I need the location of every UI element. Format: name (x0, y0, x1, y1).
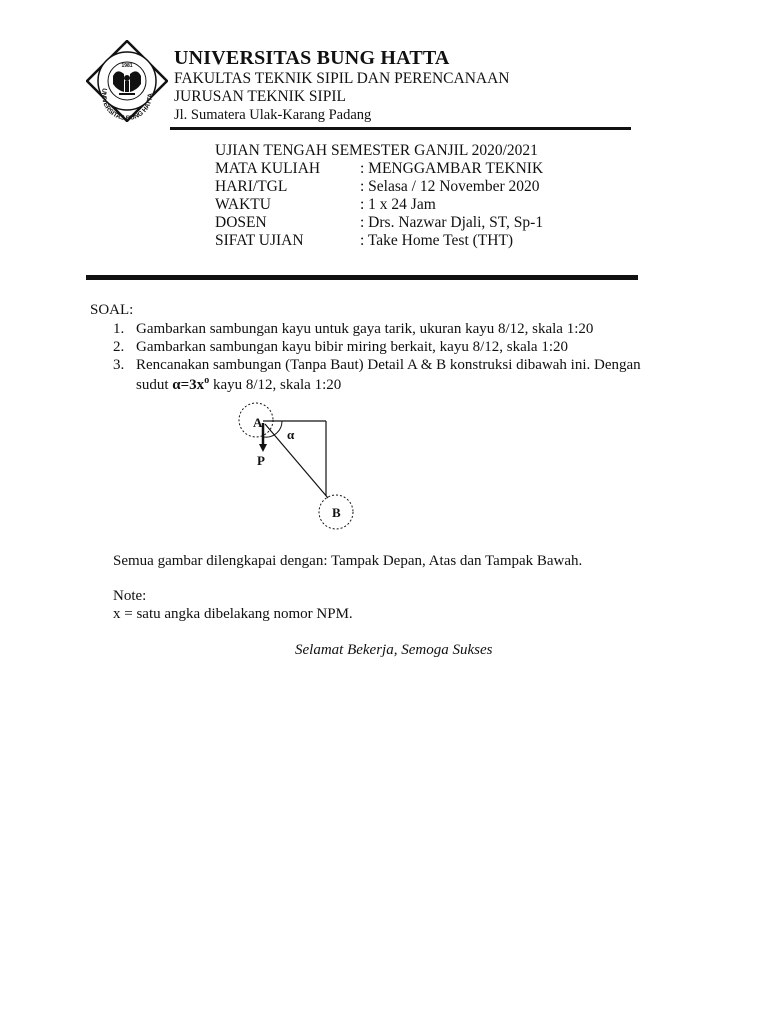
department-name: JURUSAN TEKNIK SIPIL (174, 88, 346, 105)
info-value: : Take Home Test (THT) (360, 232, 514, 249)
questions-heading: SOAL: (90, 302, 134, 318)
exam-title: UJIAN TENGAH SEMESTER GANJIL 2020/2021 (215, 142, 538, 159)
label-a: A (253, 415, 263, 430)
angle-prefix: sudut (136, 377, 173, 393)
question-text-continued (136, 375, 341, 394)
info-value: : MENGGAMBAR TEKNIK (360, 160, 544, 177)
logo-year: 1981 (121, 63, 133, 69)
question-text: Rencanakan sambungan (Tanpa Baut) Detail A & B konstruksi dibawah ini. Dengan (136, 357, 641, 373)
info-value: : Drs. Nazwar Djali, ST, Sp-1 (360, 214, 544, 231)
question-number: 2. (113, 339, 125, 355)
info-label: WAKTU (215, 196, 271, 213)
degree-symbol: o (204, 375, 210, 386)
note-heading: Note: (113, 588, 147, 604)
angle-suffix: kayu 8/12, skala 1:20 (209, 377, 342, 393)
drawing-instruction: Semua gambar dilengkapai dengan: Tampak Depan, Atas dan Tampak Bawah. (113, 553, 583, 569)
label-alpha: α (287, 427, 295, 442)
university-name: UNIVERSITAS BUNG HATTA (174, 47, 450, 69)
note-text: x = satu angka dibelakang nomor NPM. (113, 606, 353, 622)
info-label: HARI/TGL (215, 178, 288, 195)
angle-arc (264, 421, 282, 437)
question-text: Gambarkan sambungan kayu untuk gaya tarik, ukuran kayu 8/12, skala 1:20 (136, 321, 594, 337)
label-b: B (332, 505, 341, 520)
question-number: 3. (113, 357, 125, 373)
label-p: P (257, 453, 265, 468)
question-text: Gambarkan sambungan kayu bibir miring berkait, kayu 8/12, skala 1:20 (136, 339, 568, 355)
faculty-name: FAKULTAS TEKNIK SIPIL DAN PERENCANAAN (174, 70, 510, 87)
info-label: MATA KULIAH (215, 160, 321, 177)
section-divider (86, 275, 638, 280)
load-arrow-head (259, 444, 267, 452)
university-address: Jl. Sumatera Ulak-Karang Padang (174, 107, 372, 123)
info-value: : 1 x 24 Jam (360, 196, 436, 213)
question-number: 1. (113, 321, 125, 337)
structure-diagram (230, 398, 370, 530)
header-divider (170, 127, 631, 130)
university-logo (86, 40, 168, 122)
angle-formula: α=3x (172, 377, 205, 393)
info-value: : Selasa / 12 November 2020 (360, 178, 540, 195)
info-label: SIFAT UJIAN (215, 232, 304, 249)
info-label: DOSEN (215, 214, 267, 231)
closing-remark: Selamat Bekerja, Semoga Sukses (295, 642, 493, 658)
logo-ring-text: UNIVERSITAS BUNG HATTA (99, 87, 155, 122)
